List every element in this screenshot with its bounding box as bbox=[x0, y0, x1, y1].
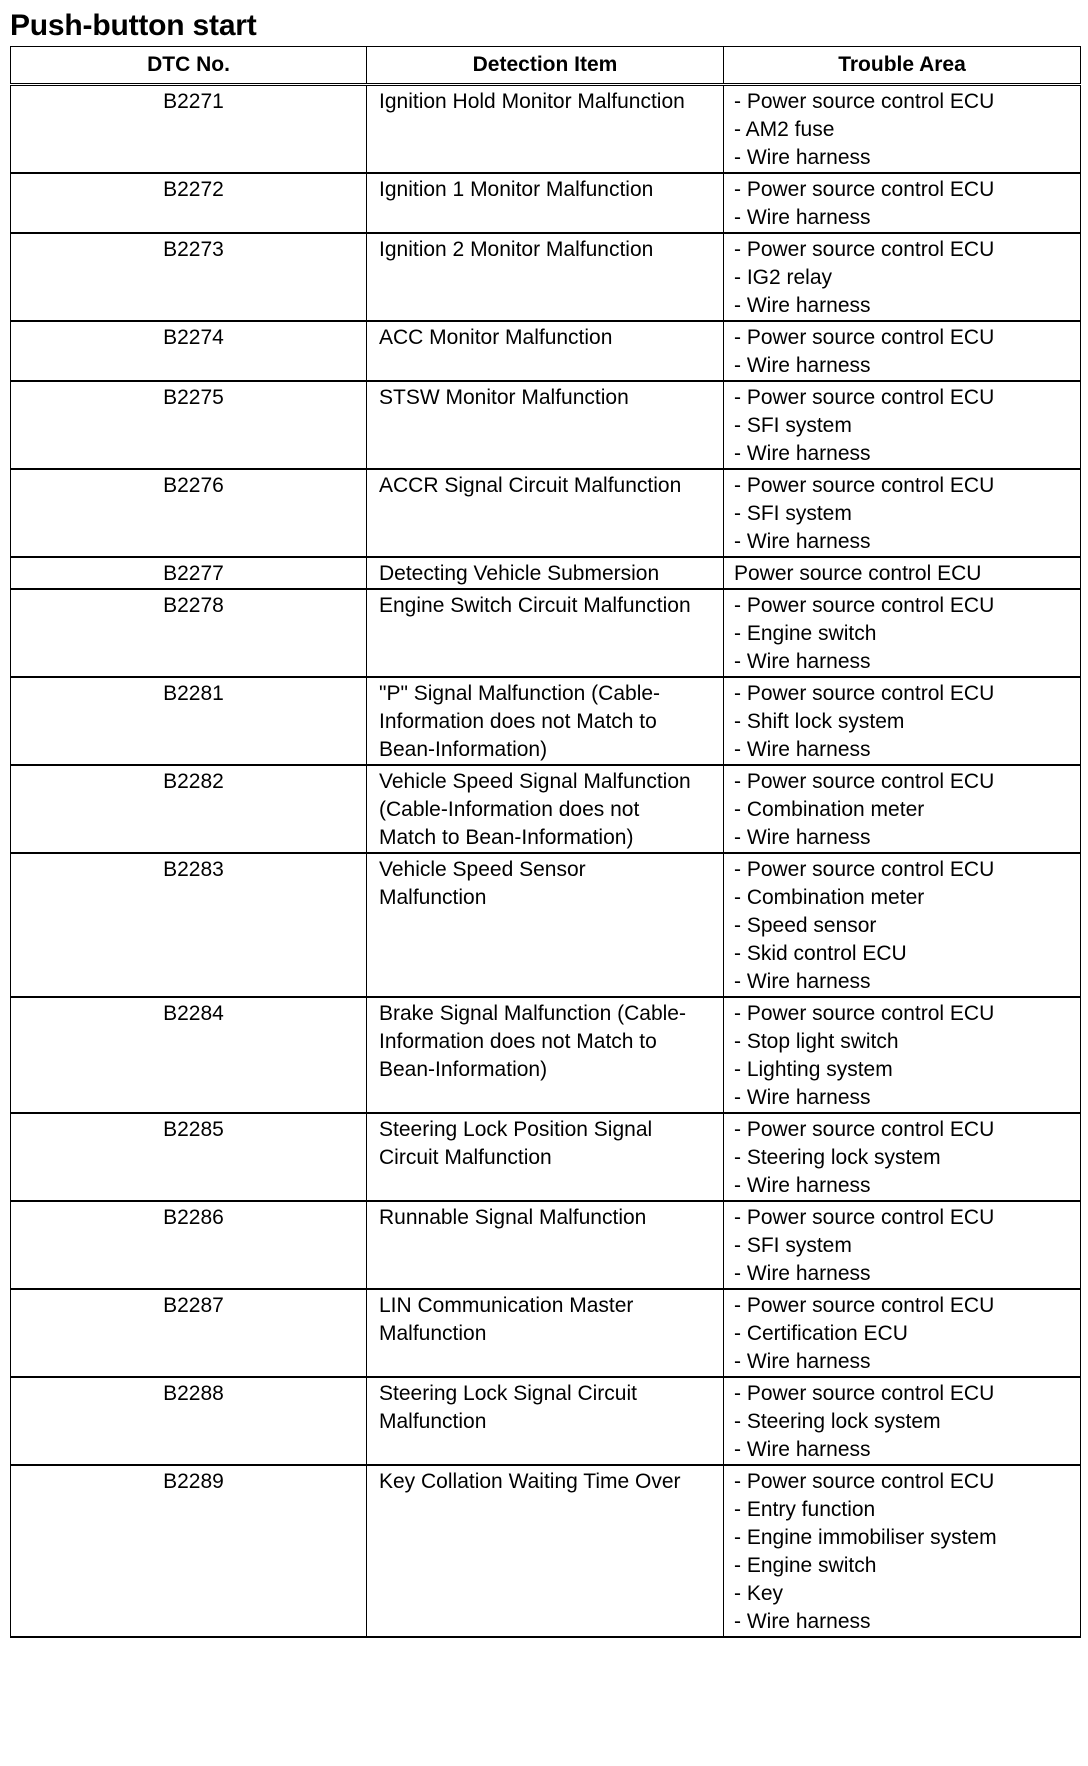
detection-item-line: Malfunction bbox=[379, 1410, 487, 1433]
dtc-code-cell: B2277 bbox=[11, 557, 367, 589]
detection-item-line: Vehicle Speed Sensor bbox=[379, 858, 586, 881]
trouble-area-line: - Entry function bbox=[734, 1498, 876, 1521]
detection-item-line: Ignition Hold Monitor Malfunction bbox=[379, 90, 685, 113]
trouble-area-cell bbox=[724, 677, 1081, 765]
trouble-area-cell bbox=[724, 381, 1081, 469]
detection-item-line: Brake Signal Malfunction (Cable- bbox=[379, 1002, 686, 1025]
trouble-area-line: Power source control ECU bbox=[734, 562, 982, 585]
dtc-code-cell: B2271 bbox=[11, 85, 367, 174]
trouble-area-line: - Engine switch bbox=[734, 1554, 877, 1577]
trouble-area-line: - Power source control ECU bbox=[734, 682, 995, 705]
trouble-area-line: - Wire harness bbox=[734, 354, 871, 377]
table-row bbox=[11, 765, 1081, 853]
table-row bbox=[11, 469, 1081, 557]
dtc-code-cell: B2278 bbox=[11, 589, 367, 677]
trouble-area-cell bbox=[724, 173, 1081, 233]
detection-item-line: Detecting Vehicle Submersion bbox=[379, 562, 660, 585]
trouble-area-line: - Combination meter bbox=[734, 886, 925, 909]
trouble-area-cell bbox=[724, 1201, 1081, 1289]
trouble-area-line: - Wire harness bbox=[734, 146, 871, 169]
trouble-area-cell bbox=[724, 1377, 1081, 1465]
trouble-area-line: - Power source control ECU bbox=[734, 594, 995, 617]
dtc-code-cell: B2285 bbox=[11, 1113, 367, 1201]
trouble-area-line: - Wire harness bbox=[734, 1086, 871, 1109]
trouble-area-cell bbox=[724, 321, 1081, 381]
document-page bbox=[10, 8, 1082, 1638]
trouble-area-line: - Wire harness bbox=[734, 442, 871, 465]
trouble-area-line: - AM2 fuse bbox=[734, 118, 835, 141]
detection-item-line: Engine Switch Circuit Malfunction bbox=[379, 594, 691, 617]
trouble-area-line: - Wire harness bbox=[734, 738, 871, 761]
detection-item-line: ACCR Signal Circuit Malfunction bbox=[379, 474, 682, 497]
detection-item-cell bbox=[367, 321, 724, 381]
detection-item-cell bbox=[367, 381, 724, 469]
trouble-area-cell bbox=[724, 557, 1081, 589]
detection-item-line: STSW Monitor Malfunction bbox=[379, 386, 629, 409]
detection-item-cell bbox=[367, 589, 724, 677]
detection-item-cell bbox=[367, 765, 724, 853]
trouble-area-line: - Power source control ECU bbox=[734, 326, 995, 349]
trouble-area-line: - SFI system bbox=[734, 414, 852, 437]
dtc-code-cell: B2275 bbox=[11, 381, 367, 469]
trouble-area-line: - Power source control ECU bbox=[734, 1470, 995, 1493]
table-row bbox=[11, 381, 1081, 469]
header-detection-item: Detection Item bbox=[367, 47, 724, 85]
detection-item-cell bbox=[367, 1377, 724, 1465]
trouble-area-line: - Key bbox=[734, 1582, 784, 1605]
detection-item-cell bbox=[367, 677, 724, 765]
table-header-row bbox=[11, 47, 1081, 85]
trouble-area-line: - Power source control ECU bbox=[734, 178, 995, 201]
trouble-area-line: - Engine switch bbox=[734, 622, 877, 645]
trouble-area-line: - Wire harness bbox=[734, 206, 871, 229]
detection-item-line: Vehicle Speed Signal Malfunction bbox=[379, 770, 691, 793]
trouble-area-line: - Lighting system bbox=[734, 1058, 893, 1081]
header-trouble-area: Trouble Area bbox=[724, 47, 1081, 85]
table-row bbox=[11, 85, 1081, 174]
detection-item-cell bbox=[367, 233, 724, 321]
trouble-area-line: - SFI system bbox=[734, 502, 852, 525]
trouble-area-cell bbox=[724, 1289, 1081, 1377]
detection-item-line: Information does not Match to bbox=[379, 710, 657, 733]
detection-item-cell bbox=[367, 469, 724, 557]
detection-item-cell bbox=[367, 997, 724, 1113]
trouble-area-line: - Wire harness bbox=[734, 1262, 871, 1285]
table-row bbox=[11, 233, 1081, 321]
table-row bbox=[11, 853, 1081, 997]
dtc-code-cell: B2282 bbox=[11, 765, 367, 853]
detection-item-cell bbox=[367, 1201, 724, 1289]
detection-item-cell bbox=[367, 85, 724, 174]
header-dtc-no: DTC No. bbox=[11, 47, 367, 85]
detection-item-line: LIN Communication Master bbox=[379, 1294, 634, 1317]
trouble-area-line: - Power source control ECU bbox=[734, 770, 995, 793]
dtc-code-cell: B2273 bbox=[11, 233, 367, 321]
trouble-area-line: - Wire harness bbox=[734, 1438, 871, 1461]
detection-item-line: Bean-Information) bbox=[379, 1058, 548, 1081]
trouble-area-line: - Power source control ECU bbox=[734, 1382, 995, 1405]
detection-item-line: Ignition 1 Monitor Malfunction bbox=[379, 178, 654, 201]
trouble-area-line: - Wire harness bbox=[734, 826, 871, 849]
trouble-area-line: - Skid control ECU bbox=[734, 942, 907, 965]
detection-item-line: Runnable Signal Malfunction bbox=[379, 1206, 647, 1229]
dtc-code-cell: B2288 bbox=[11, 1377, 367, 1465]
trouble-area-line: - Power source control ECU bbox=[734, 1294, 995, 1317]
page-title: Push-button start bbox=[10, 9, 257, 42]
table-row bbox=[11, 677, 1081, 765]
trouble-area-line: - Power source control ECU bbox=[734, 1002, 995, 1025]
trouble-area-line: - Wire harness bbox=[734, 1174, 871, 1197]
trouble-area-line: - Steering lock system bbox=[734, 1410, 941, 1433]
trouble-area-line: - Power source control ECU bbox=[734, 238, 995, 261]
table-row bbox=[11, 173, 1081, 233]
detection-item-cell bbox=[367, 1465, 724, 1637]
detection-item-line: ACC Monitor Malfunction bbox=[379, 326, 613, 349]
dtc-table bbox=[10, 46, 1081, 1638]
trouble-area-line: - Wire harness bbox=[734, 970, 871, 993]
dtc-code-cell: B2276 bbox=[11, 469, 367, 557]
detection-item-line: Circuit Malfunction bbox=[379, 1146, 552, 1169]
trouble-area-line: - Wire harness bbox=[734, 294, 871, 317]
table-body bbox=[11, 85, 1081, 1638]
dtc-code-cell: B2289 bbox=[11, 1465, 367, 1637]
dtc-code-cell: B2281 bbox=[11, 677, 367, 765]
dtc-code-cell: B2272 bbox=[11, 173, 367, 233]
detection-item-line: (Cable-Information does not bbox=[379, 798, 640, 821]
trouble-area-line: - Wire harness bbox=[734, 1610, 871, 1633]
trouble-area-line: - Power source control ECU bbox=[734, 474, 995, 497]
trouble-area-line: - Power source control ECU bbox=[734, 1118, 995, 1141]
trouble-area-cell bbox=[724, 233, 1081, 321]
trouble-area-line: - Power source control ECU bbox=[734, 1206, 995, 1229]
detection-item-line: Ignition 2 Monitor Malfunction bbox=[379, 238, 654, 261]
trouble-area-line: - Speed sensor bbox=[734, 914, 877, 937]
trouble-area-line: - Steering lock system bbox=[734, 1146, 941, 1169]
trouble-area-line: - Combination meter bbox=[734, 798, 925, 821]
detection-item-line: Steering Lock Position Signal bbox=[379, 1118, 653, 1141]
trouble-area-cell bbox=[724, 853, 1081, 997]
trouble-area-line: - Power source control ECU bbox=[734, 386, 995, 409]
trouble-area-cell bbox=[724, 765, 1081, 853]
dtc-code-cell: B2283 bbox=[11, 853, 367, 997]
detection-item-cell bbox=[367, 1289, 724, 1377]
dtc-code-cell: B2274 bbox=[11, 321, 367, 381]
trouble-area-line: - Wire harness bbox=[734, 1350, 871, 1373]
trouble-area-line: - Shift lock system bbox=[734, 710, 905, 733]
table-row bbox=[11, 1465, 1081, 1637]
detection-item-line: "P" Signal Malfunction (Cable- bbox=[379, 682, 661, 705]
table-row bbox=[11, 321, 1081, 381]
detection-item-line: Information does not Match to bbox=[379, 1030, 657, 1053]
trouble-area-cell bbox=[724, 589, 1081, 677]
trouble-area-line: - Wire harness bbox=[734, 650, 871, 673]
dtc-code-cell: B2287 bbox=[11, 1289, 367, 1377]
trouble-area-cell bbox=[724, 1465, 1081, 1637]
trouble-area-cell bbox=[724, 469, 1081, 557]
table-row bbox=[11, 1377, 1081, 1465]
detection-item-line: Bean-Information) bbox=[379, 738, 548, 761]
trouble-area-line: - SFI system bbox=[734, 1234, 852, 1257]
table-row bbox=[11, 557, 1081, 589]
detection-item-cell bbox=[367, 853, 724, 997]
trouble-area-line: - Certification ECU bbox=[734, 1322, 908, 1345]
table-row bbox=[11, 1201, 1081, 1289]
detection-item-cell bbox=[367, 1113, 724, 1201]
trouble-area-line: - Stop light switch bbox=[734, 1030, 899, 1053]
table-row bbox=[11, 1113, 1081, 1201]
trouble-area-line: - Wire harness bbox=[734, 530, 871, 553]
trouble-area-cell bbox=[724, 997, 1081, 1113]
table-row bbox=[11, 997, 1081, 1113]
table-row bbox=[11, 1289, 1081, 1377]
detection-item-line: Key Collation Waiting Time Over bbox=[379, 1470, 681, 1493]
dtc-code-cell: B2284 bbox=[11, 997, 367, 1113]
trouble-area-cell bbox=[724, 85, 1081, 174]
detection-item-cell bbox=[367, 557, 724, 589]
trouble-area-line: - Power source control ECU bbox=[734, 858, 995, 881]
detection-item-line: Steering Lock Signal Circuit bbox=[379, 1382, 637, 1405]
detection-item-line: Malfunction bbox=[379, 886, 487, 909]
detection-item-line: Match to Bean-Information) bbox=[379, 826, 634, 849]
trouble-area-line: - Power source control ECU bbox=[734, 90, 995, 113]
trouble-area-line: - IG2 relay bbox=[734, 266, 833, 289]
detection-item-cell bbox=[367, 173, 724, 233]
detection-item-line: Malfunction bbox=[379, 1322, 487, 1345]
table-row bbox=[11, 589, 1081, 677]
dtc-code-cell: B2286 bbox=[11, 1201, 367, 1289]
trouble-area-cell bbox=[724, 1113, 1081, 1201]
trouble-area-line: - Engine immobiliser system bbox=[734, 1526, 997, 1549]
